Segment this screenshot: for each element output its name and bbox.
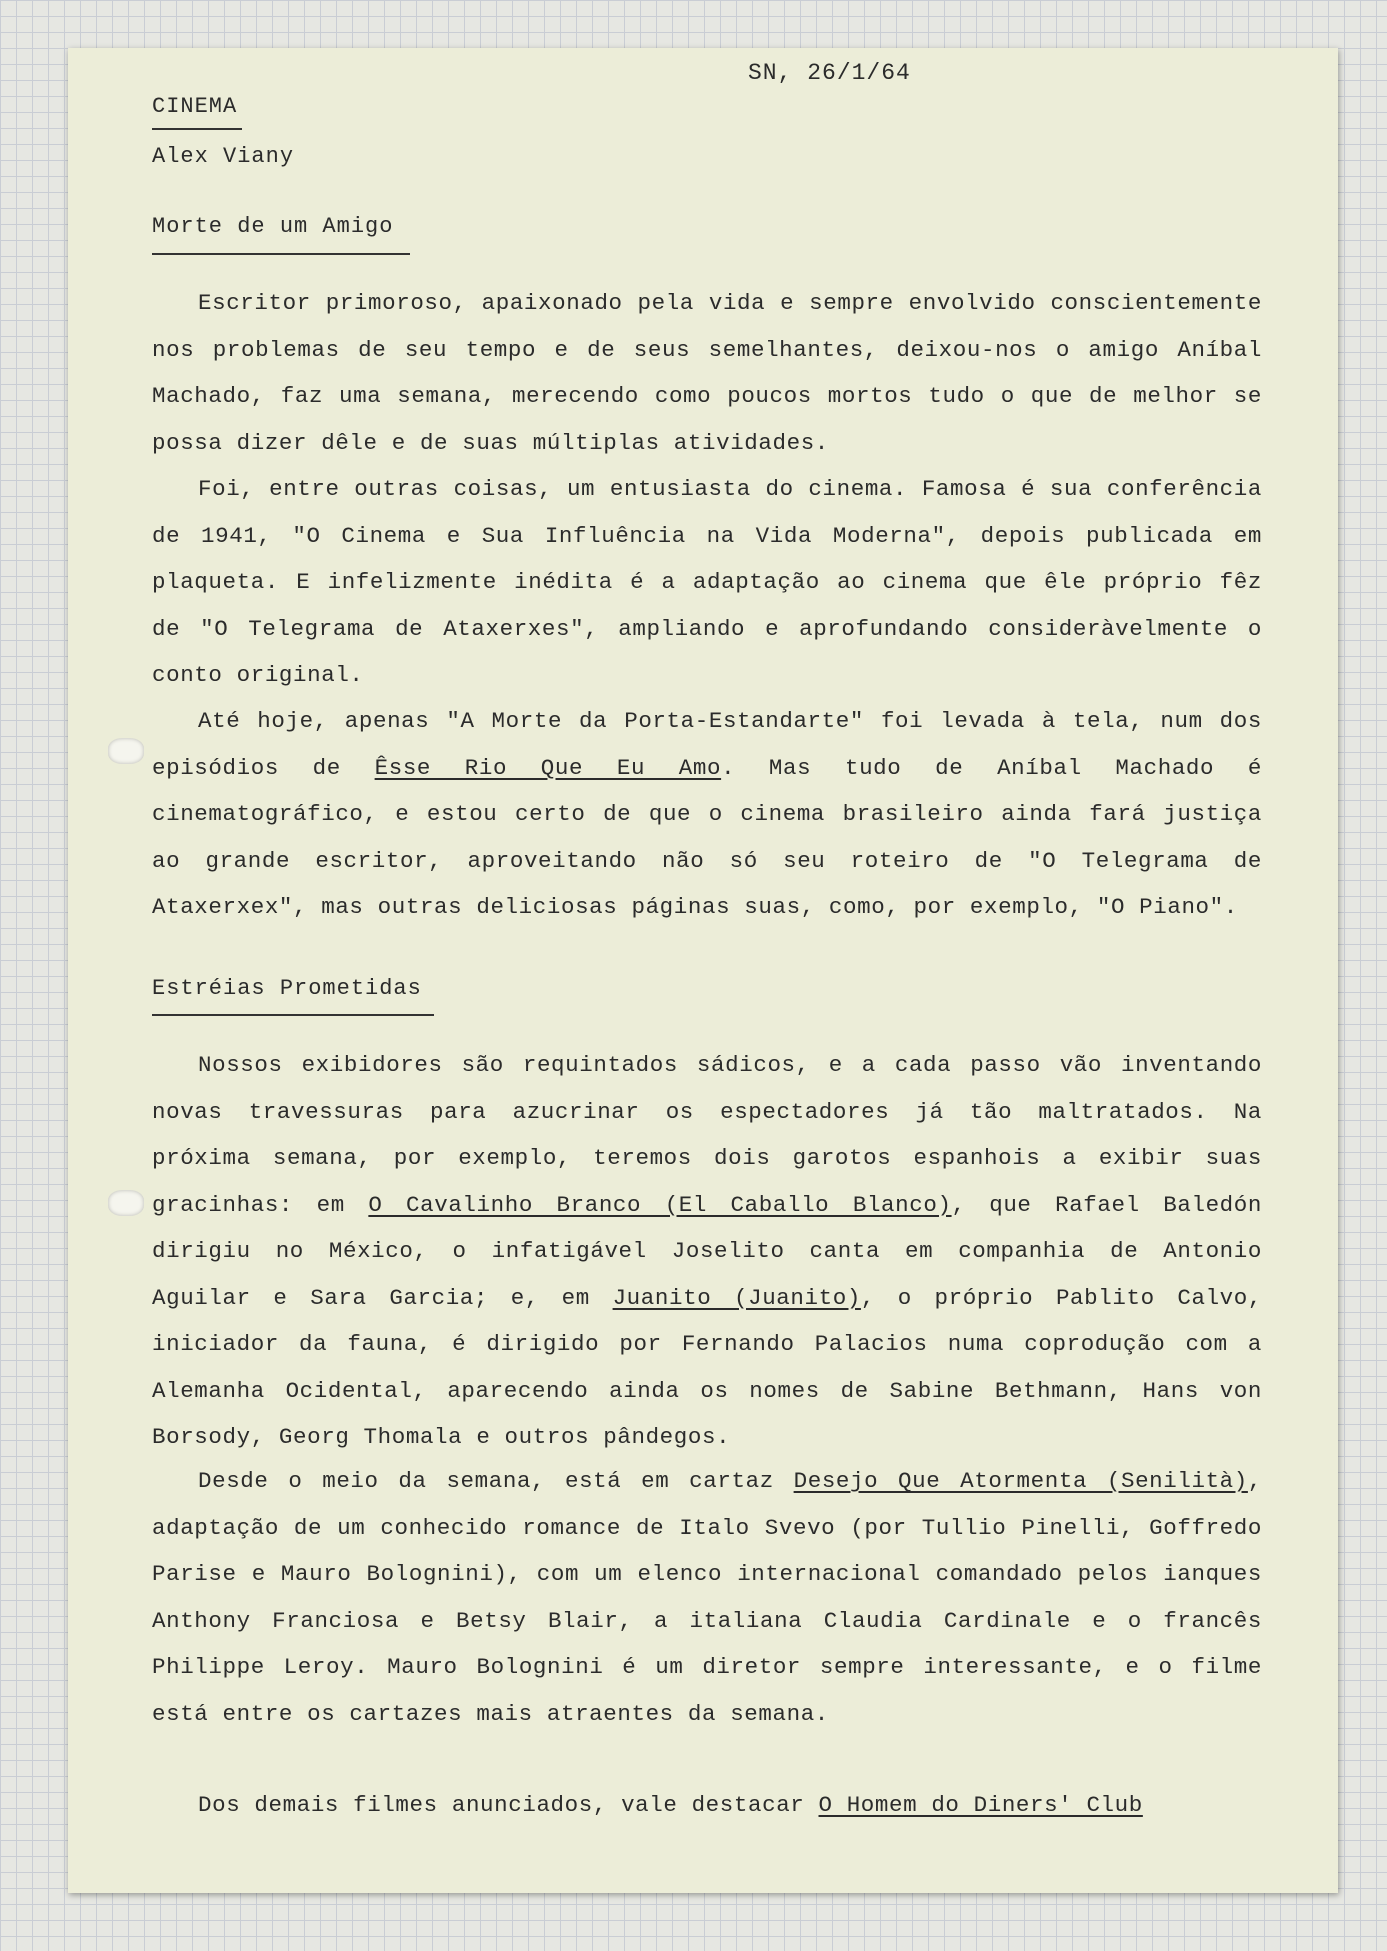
film-title: O Homem do Diners' Club — [818, 1792, 1143, 1818]
paragraph: Desde o meio da semana, está em cartaz Desejo Que Atormenta (Senilità), adaptação de um conhecido romance de Italo Svevo (por Tullio Pinelli, Goffredo Parise e Mauro Bolognini), com um elenco internacional comandado pelos ianques Anthony Franciosa e Betsy Blair, a italiana Claudia Cardinale e o francês Philippe Leroy. Mauro Bolognini é um diretor sempre interessante, e o filme está entre os cartazes mais atraentes da semana. — [152, 1468, 1262, 1727]
paragraph: Nossos exibidores são requintados sádicos, e a cada passo vão inventando novas travessuras para azucrinar os espectadores já tão maltratados. Na próxima semana, por exemplo, teremos dois garotos espanhois a exibir suas gracinhas: em O Cavalinho Branco (El Caballo Blanco), que Rafael Baledón dirigiu no México, o infatigável Joselito canta em companhia de Antonio Aguilar e Sara Garcia; e, em Juanito (Juanito), o próprio Pablito Calvo, iniciador da fauna, é dirigido por Fernando Palacios numa coprodução com a Alemanha Ocidental, aparecendo ainda os nomes de Sabine Bethmann, Hans von Borsody, Georg Thomala e outros pândegos. — [152, 1052, 1262, 1450]
title-underline — [152, 1014, 434, 1016]
film-title: O Cavalinho Branco (El Caballo Blanco) — [368, 1191, 952, 1218]
punch-hole — [108, 1190, 144, 1216]
film-title: Desejo Que Atormenta (Senilità) — [793, 1468, 1248, 1494]
section-title: Morte de um Amigo — [152, 214, 394, 239]
paragraph: Dos demais filmes anunciados, vale destacar O Homem do Diners' Club — [198, 1792, 1143, 1818]
section-label: CINEMA — [152, 94, 238, 119]
title-underline — [152, 253, 410, 255]
paragraph: Foi, entre outras coisas, um entusiasta do cinema. Famosa é sua conferência de 1941, "O Cinema e Sua Influência na Vida Moderna", depois publicada em plaqueta. E infelizmente inédita é a adaptação ao cinema que êle próprio fêz de "O Telegrama de Ataxerxes", ampliando e aprofundando consideràvelmente o conto original. — [152, 476, 1262, 688]
film-title: Êsse Rio Que Eu Amo — [374, 754, 722, 781]
author-name: Alex Viany — [152, 144, 295, 169]
film-title: Juanito (Juanito) — [612, 1284, 861, 1311]
paragraph: Escritor primoroso, apaixonado pela vida e sempre envolvido conscientemente nos problemas de seu tempo e de seus semelhantes, deixou-nos o amigo Aníbal Machado, faz uma semana, merecendo como poucos mortos tudo o que de melhor se possa dizer dêle e de suas múltiplas atividades. — [152, 290, 1262, 456]
paragraph: Até hoje, apenas "A Morte da Porta-Estandarte" foi levada à tela, num dos episódios de Êsse Rio Que Eu Amo. Mas tudo de Aníbal Machado é cinematográfico, e estou certo de que o cinema brasileiro ainda fará justiça ao grande escritor, aproveitando não só seu roteiro de "O Telegrama de Ataxerxex", mas outras deliciosas páginas suas, como, por exemplo, "O Piano". — [152, 708, 1262, 920]
typewritten-page — [68, 48, 1338, 1893]
punch-hole — [108, 738, 144, 764]
label-underline — [152, 128, 242, 130]
page-date: SN, 26/1/64 — [748, 60, 911, 86]
section-title: Estréias Prometidas — [152, 976, 422, 1001]
